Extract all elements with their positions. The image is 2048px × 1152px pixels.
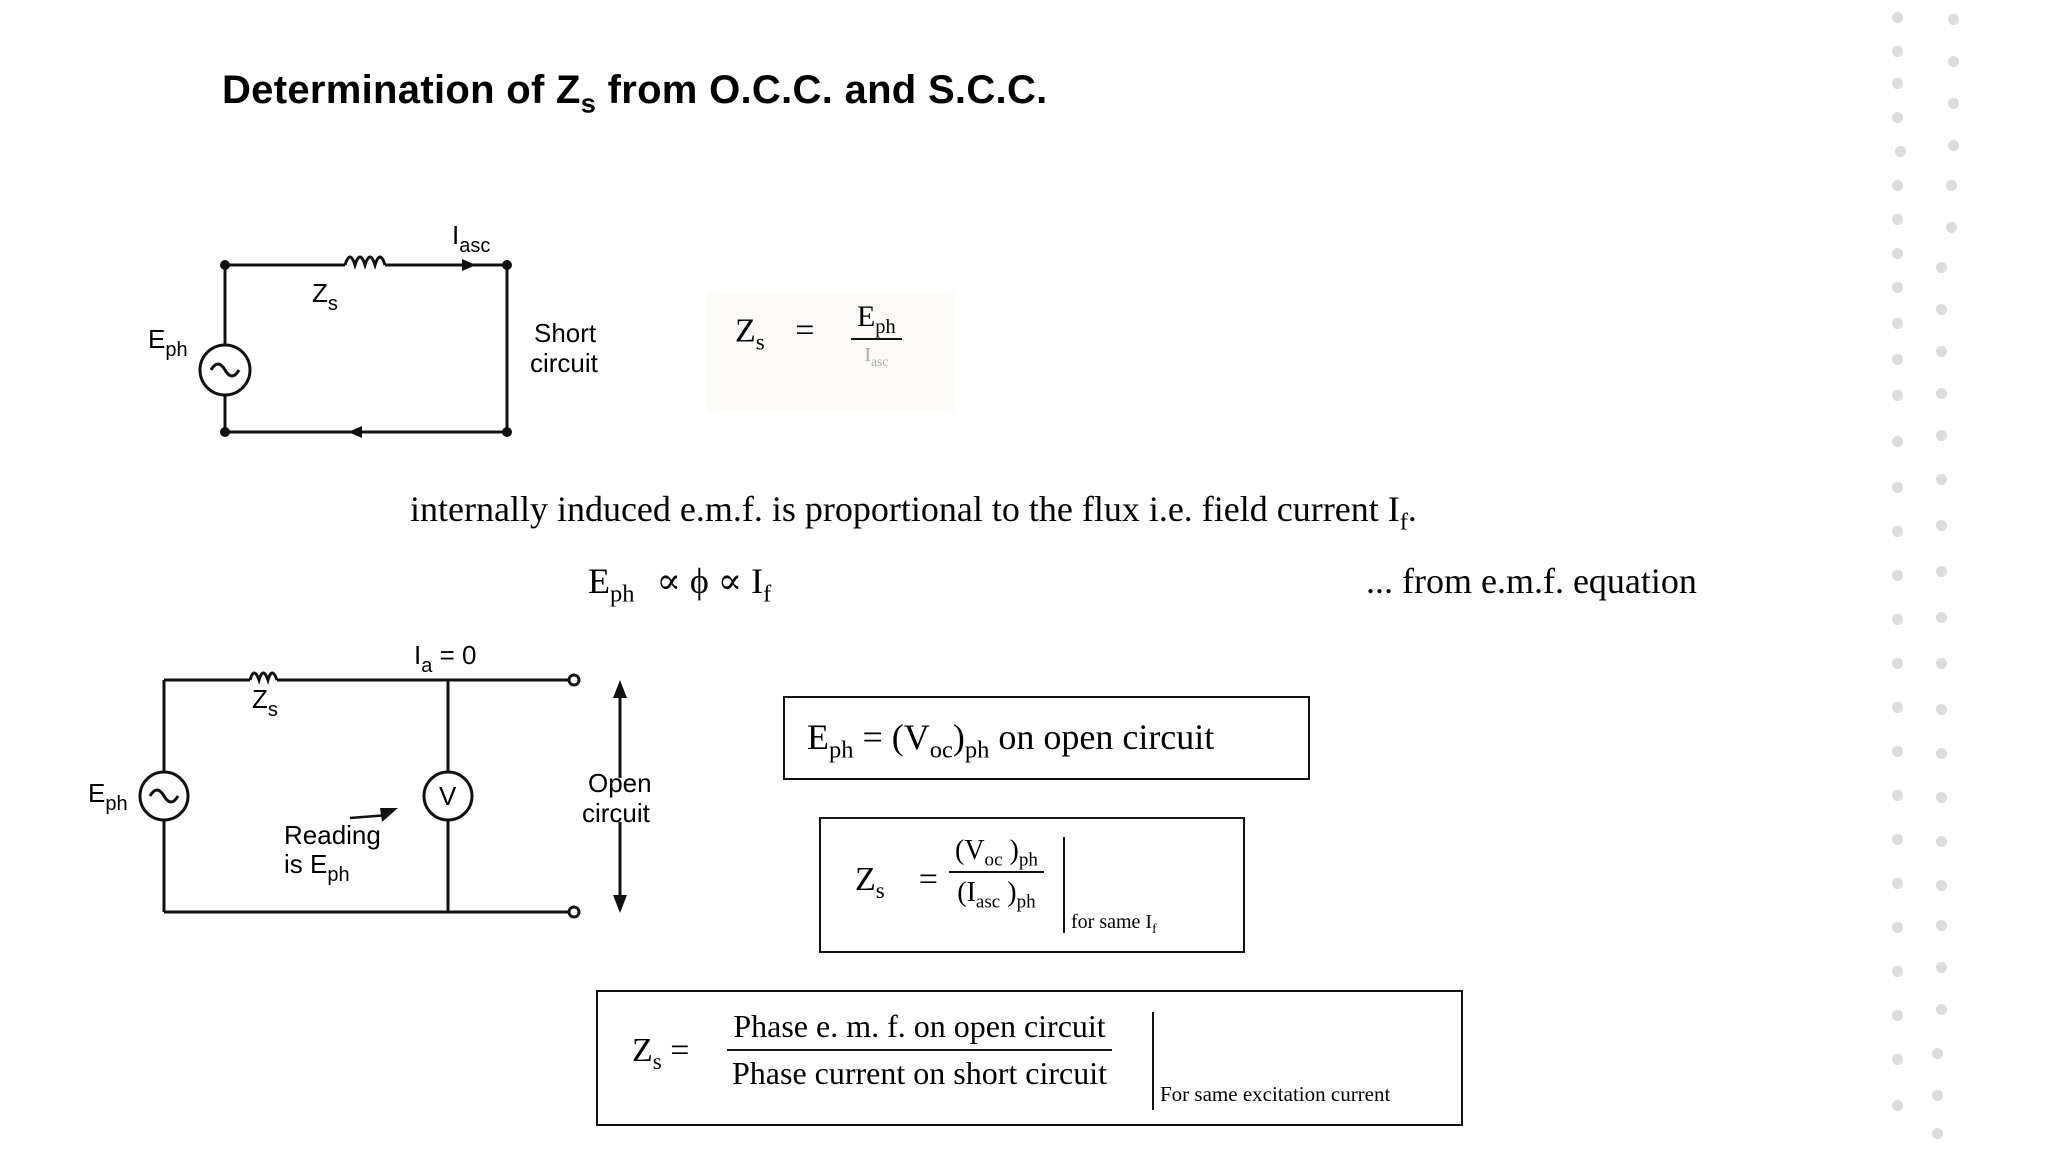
open-circuit-diagram	[80, 640, 680, 930]
open-label-2: circuit	[582, 798, 650, 828]
zs-label: $Z_s$	[312, 278, 338, 315]
return-arrow-icon	[348, 426, 362, 438]
evaluation-bar	[1063, 837, 1065, 933]
zs-label-oc: $Z_s$	[252, 684, 278, 721]
text-eph-relation: $E_{ph} \propto \phi \propto I_f$	[588, 561, 772, 608]
ia-label: $I_a = 0$	[414, 640, 477, 677]
eph-label: $E_{ph}$	[148, 324, 188, 361]
arrow-up-icon	[613, 680, 627, 698]
page-title: Determination of $Z_s$ from O.C.C. and S.C.C.	[222, 68, 1048, 119]
current-arrow-icon	[462, 259, 476, 271]
formula-box-zs-ratio: $Z_s$ = $\frac{(V_{oc} )_{ph}}{(I_{asc} )_{ph}}$ for same $I_f$	[819, 817, 1245, 953]
reading-arrow-icon	[380, 808, 398, 822]
formula-zs-top: $Z_s$ = $\frac{E_{ph}}{I_{asc}}$	[735, 300, 902, 367]
formula-box-eph: $E_{ph} = (V_{oc})_{ph}$ on open circuit	[783, 696, 1310, 780]
formula-box-zs-definition: $Z_s$ = $\frac{\text{Phase e. m. f. on open circuit}}{\text{Phase current on short circuit}}$ For same excitation current	[596, 990, 1463, 1126]
iasc-label: $I_{asc}$	[452, 220, 491, 257]
reading-label-1: Reading	[284, 820, 381, 850]
arrow-down-icon	[613, 895, 627, 913]
short-circuit-diagram	[140, 220, 660, 450]
short-label-1: Short	[534, 318, 597, 348]
short-label-2: circuit	[530, 348, 598, 378]
reading-label-2: is $E_{ph}$	[284, 849, 350, 886]
evaluation-bar-2	[1152, 1012, 1154, 1110]
text-proportional: internally induced e.m.f. is proportional to the flux i.e. field current $I_f$.	[410, 489, 1417, 536]
eph-label-oc: $E_{ph}$	[88, 778, 128, 815]
text-emf-equation: ... from e.m.f. equation	[1366, 561, 1697, 601]
open-label-1: Open	[588, 768, 652, 798]
voltmeter-icon: V	[439, 781, 457, 811]
